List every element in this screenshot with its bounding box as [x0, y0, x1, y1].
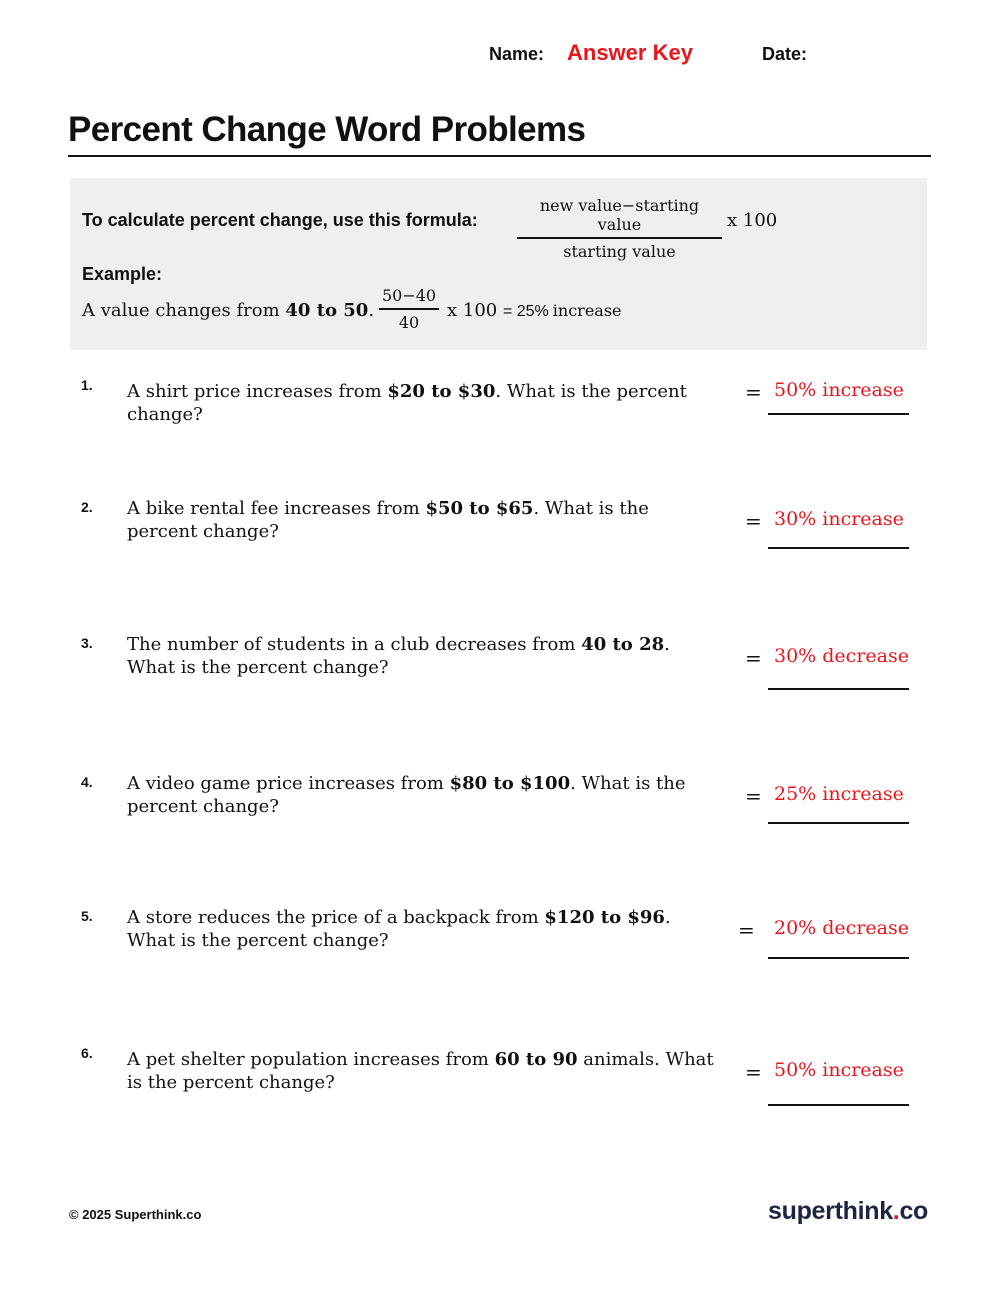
problem-text-post: . What is the percent change? — [127, 907, 671, 951]
problem-text — [127, 772, 707, 818]
logo-main: superthink — [768, 1197, 893, 1225]
problem-text — [127, 1048, 722, 1094]
answer-value: 50% increase — [774, 379, 904, 401]
problem-text-post: . What is the percent change? — [127, 498, 649, 542]
answer-value: 30% decrease — [774, 645, 909, 667]
logo-dot: . — [892, 1197, 900, 1225]
problem-number: 1. — [81, 377, 93, 393]
answer-value: 50% increase — [774, 1059, 904, 1081]
problem-text-line2: What is the percent change? — [127, 657, 389, 678]
example-label: Example: — [82, 264, 163, 284]
title-divider — [68, 155, 931, 157]
problem-number: 3. — [81, 635, 93, 651]
problem-text-post: . What is the percent change? — [127, 381, 687, 425]
formula-numerator: new value−starting value — [539, 196, 700, 234]
date-label: Date: — [762, 44, 808, 64]
example-fraction — [379, 286, 439, 332]
answer-value: 30% increase — [774, 508, 904, 530]
answer-line — [768, 822, 909, 824]
example-text-suffix: . — [368, 300, 375, 321]
problem-text — [127, 633, 717, 679]
name-value: Answer Key — [567, 40, 693, 65]
logo-tld: co — [899, 1197, 929, 1225]
formula-multiplier: x 100 — [727, 210, 778, 231]
problem-text-bold: 60 to 90 — [494, 1049, 578, 1070]
problem-number: 6. — [81, 1045, 93, 1061]
problem-text-pre: A video game price increases from — [127, 773, 450, 794]
problem-text-bold: $120 to $96 — [544, 907, 665, 928]
formula-denominator: starting value — [563, 241, 676, 261]
problem-text-bold: $80 to $100 — [449, 773, 571, 794]
header-row — [0, 40, 1000, 70]
page-title: Percent Change Word Problems — [68, 110, 586, 149]
problem-text-bold: $50 to $65 — [425, 498, 534, 519]
equals-sign: = — [745, 646, 762, 670]
problem-text-pre: A store reduces the price of a backpack from — [127, 907, 545, 928]
answer-line — [768, 1104, 909, 1106]
equals-sign: = — [738, 918, 755, 942]
example-text-bold: 40 to 50 — [285, 300, 369, 321]
example-text-prefix: A value changes from — [82, 300, 286, 321]
example-numerator: 50−40 — [381, 286, 437, 305]
answer-value: 20% decrease — [774, 917, 909, 939]
problem-text — [127, 497, 687, 543]
example-result-value: = 25% — [502, 303, 549, 320]
answer-value: 25% increase — [774, 783, 904, 805]
answer-line — [768, 957, 909, 959]
problem-text-post: . What is the percent change? — [127, 773, 686, 817]
problem-number: 2. — [81, 499, 93, 515]
problem-text-pre: The number of students in a club decreases from — [127, 634, 582, 655]
formula-fraction — [517, 196, 722, 261]
problem-text-bold: 40 to 28 — [581, 634, 665, 655]
equals-sign: = — [745, 784, 762, 808]
problem-text — [127, 906, 722, 952]
answer-line — [768, 413, 909, 415]
formula-intro: To calculate percent change, use this formula: — [82, 210, 478, 230]
footer-copyright: © 2025 Superthink.co — [69, 1207, 202, 1222]
example-denominator: 40 — [398, 312, 420, 332]
problem-text — [127, 380, 717, 426]
equals-sign: = — [745, 380, 762, 404]
equals-sign: = — [745, 1060, 762, 1084]
problem-text-pre: A pet shelter population increases from — [127, 1049, 495, 1070]
problem-text-post: animals. What is the percent change? — [127, 1049, 714, 1093]
equals-sign: = — [745, 509, 762, 533]
problem-text-pre: A shirt price increases from — [127, 381, 388, 402]
answer-line — [768, 688, 909, 690]
example-result-word: increase — [552, 301, 622, 320]
example-result — [447, 300, 622, 321]
example-text — [82, 300, 374, 321]
problem-number: 5. — [81, 908, 93, 924]
answer-line — [768, 547, 909, 549]
problem-text-pre: A bike rental fee increases from — [127, 498, 426, 519]
problem-text-bold: $20 to $30 — [387, 381, 496, 402]
brand-logo — [768, 1197, 928, 1226]
formula-box — [70, 178, 927, 350]
problem-number: 4. — [81, 774, 93, 790]
example-multiplier: x 100 — [447, 300, 498, 321]
name-label: Name: — [489, 44, 545, 64]
problem-text-post: . — [664, 634, 670, 655]
